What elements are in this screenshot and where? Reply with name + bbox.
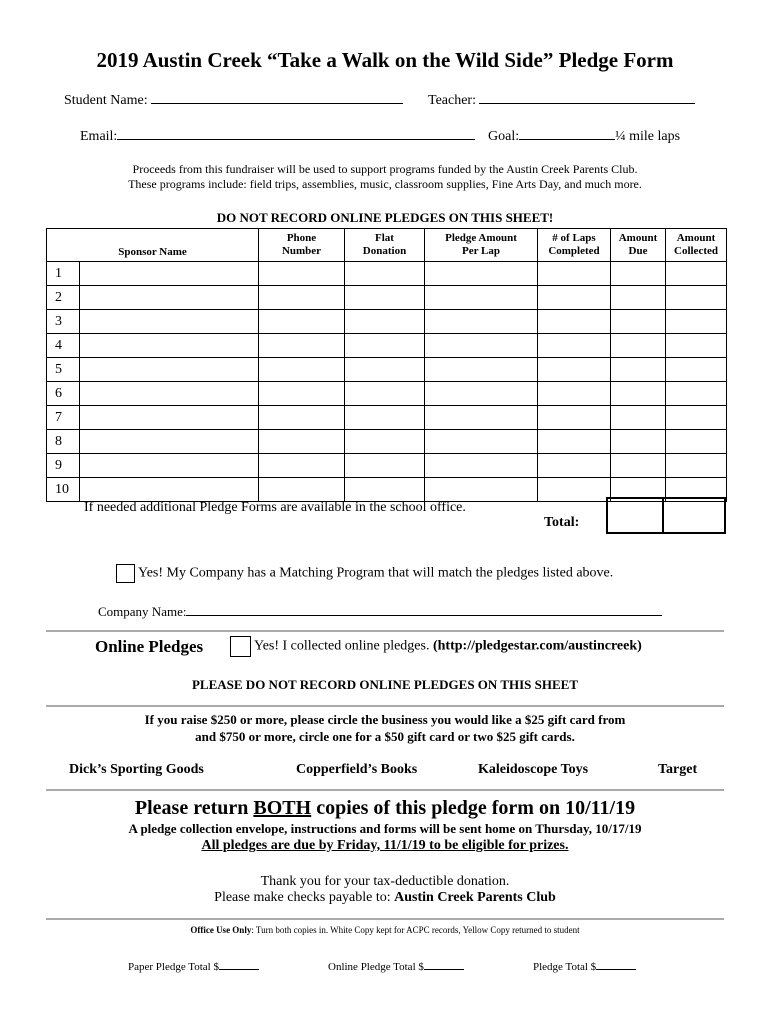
sponsor-name-cell[interactable] [80,358,259,382]
flat-donation-cell[interactable] [345,454,425,478]
laps-completed-cell[interactable] [538,286,611,310]
row-number: 2 [47,286,80,310]
company-name-field[interactable] [98,602,662,620]
phone-number-cell[interactable] [259,406,345,430]
amount-due-cell[interactable] [611,382,666,406]
online-pledges-checkbox[interactable] [230,636,251,657]
sponsor-name-cell[interactable] [80,382,259,406]
flat-donation-cell[interactable] [345,262,425,286]
divider [46,705,724,707]
table-row [47,430,727,454]
sponsor-name-cell[interactable] [80,262,259,286]
phone-number-cell[interactable] [259,262,345,286]
paper-pledge-total-field[interactable]: Paper Pledge Total $ [128,959,259,973]
goal-label: Goal: [488,129,520,144]
student-name-label: Student Name: [64,93,148,108]
amount-due-cell[interactable] [611,358,666,382]
pledge-per-lap-cell[interactable] [425,310,538,334]
additional-forms-note: If needed additional Pledge Forms are available in the school office. [84,500,466,515]
phone-number-cell[interactable] [259,334,345,358]
store-copperfields-books[interactable]: Copperfield’s Books [296,762,418,777]
gift-card-line-1: If you raise $250 or more, please circle the business you would like a $25 gift card from [144,712,626,727]
pledge-per-lap-cell[interactable] [425,454,538,478]
amount-collected-cell[interactable] [666,454,727,478]
flat-donation-cell[interactable] [345,310,425,334]
pledge-per-lap-cell[interactable] [425,406,538,430]
goal-line[interactable] [519,126,615,140]
student-name-line[interactable] [151,90,403,104]
matching-program-checkbox[interactable] [116,564,135,583]
flat-donation-cell[interactable] [345,478,425,502]
sponsor-name-cell[interactable] [80,430,259,454]
office-use-note: Office Use Only: Turn both copies in. White Copy kept for ACPC records, Yellow Copy returned to student [190,925,580,935]
flat-donation-cell[interactable] [345,430,425,454]
table-heading: DO NOT RECORD ONLINE PLEDGES ON THIS SHEET! [216,210,554,225]
online-pledge-total-field[interactable]: Online Pledge Total $ [328,959,464,973]
col-phone-number: Phone Number [259,229,345,262]
teacher-label: Teacher: [428,93,476,108]
laps-completed-cell[interactable] [538,382,611,406]
phone-number-cell[interactable] [259,286,345,310]
store-target[interactable]: Target [658,762,698,777]
amount-collected-cell[interactable] [666,358,727,382]
amount-due-cell[interactable] [611,454,666,478]
goal-unit: ¼ mile laps [615,129,681,144]
col-amount-due: Amount Due [611,229,666,262]
online-pledges-heading: Online Pledges [95,637,204,656]
row-number: 1 [47,262,80,286]
company-name-label: Company Name: [98,604,187,619]
table-row [47,310,727,334]
laps-completed-cell[interactable] [538,478,611,502]
pledge-total-field[interactable]: Pledge Total $ [533,959,636,973]
table-row [47,454,727,478]
total-amount-collected-box[interactable] [662,497,726,534]
online-pledges-label: Yes! I collected online pledges. [253,638,430,654]
pledge-per-lap-cell[interactable] [425,358,538,382]
pledge-per-lap-cell[interactable] [425,262,538,286]
flat-donation-cell[interactable] [345,358,425,382]
flat-donation-cell[interactable] [345,286,425,310]
laps-completed-cell[interactable] [538,262,611,286]
laps-completed-cell[interactable] [538,406,611,430]
phone-number-cell[interactable] [259,310,345,334]
amount-collected-cell[interactable] [666,286,727,310]
col-flat-donation: Flat Donation [345,229,425,262]
row-number: 4 [47,334,80,358]
email-field[interactable] [80,126,475,145]
pledge-per-lap-cell[interactable] [425,478,538,502]
table-row [47,262,727,286]
email-line[interactable] [117,126,475,140]
pledgestar-link[interactable]: (http://pledgestar.com/austincreek) [432,638,642,654]
flat-donation-cell[interactable] [345,406,425,430]
online-warning: PLEASE DO NOT RECORD ONLINE PLEDGES ON THIS SHEET [191,677,578,692]
amount-collected-cell[interactable] [666,430,727,454]
checks-payable-line: Please make checks payable to: Austin Creek Parents Club [214,890,556,905]
amount-collected-cell[interactable] [666,310,727,334]
table-header-row [47,229,727,262]
col-pledge-per-lap: Pledge Amount Per Lap [425,229,538,262]
gift-card-line-2: and $750 or more, circle one for a $50 gift card or two $25 gift cards. [195,729,575,744]
company-name-line[interactable] [186,602,662,616]
proceeds-line-2: These programs include: field trips, assemblies, music, classroom supplies, Fine Arts Day, and much more. [128,177,642,191]
row-number: 6 [47,382,80,406]
col-amount-collected: Amount Collected [666,229,727,262]
table-row [47,286,727,310]
table-row [47,334,727,358]
amount-due-cell[interactable] [611,334,666,358]
amount-due-cell[interactable] [611,310,666,334]
store-dicks-sporting-goods[interactable]: Dick’s Sporting Goods [69,762,204,777]
phone-number-cell[interactable] [259,358,345,382]
divider [46,789,724,791]
sponsor-name-cell[interactable] [80,310,259,334]
laps-completed-cell[interactable] [538,310,611,334]
return-heading: Please return BOTH copies of this pledge form on 10/11/19 [134,797,636,819]
row-number: 10 [47,478,80,502]
amount-due-cell[interactable] [611,430,666,454]
online-pledges-row[interactable] [230,636,642,657]
total-label: Total: [544,515,580,530]
sponsor-name-cell[interactable] [80,334,259,358]
amount-collected-cell[interactable] [666,406,727,430]
total-amount-due-box[interactable] [606,497,664,534]
store-kaleidoscope-toys[interactable]: Kaleidoscope Toys [478,762,589,777]
row-number: 9 [47,454,80,478]
table-row [47,382,727,406]
phone-number-cell[interactable] [259,430,345,454]
table-row [47,358,727,382]
laps-completed-cell[interactable] [538,454,611,478]
amount-collected-cell[interactable] [666,382,727,406]
pledge-table [46,228,727,502]
pledge-due-note: All pledges are due by Friday, 11/1/19 to be eligible for prizes. [201,838,569,853]
laps-completed-cell[interactable] [538,430,611,454]
sponsor-name-cell[interactable] [80,478,259,502]
pledge-per-lap-cell[interactable] [425,382,538,406]
amount-due-cell[interactable] [611,406,666,430]
divider [46,918,724,920]
goal-field[interactable] [488,126,680,145]
pledge-per-lap-cell[interactable] [425,334,538,358]
col-sponsor-name: Sponsor Name [47,229,259,262]
laps-completed-cell[interactable] [538,358,611,382]
teacher-line[interactable] [479,90,695,104]
flat-donation-cell[interactable] [345,334,425,358]
phone-number-cell[interactable] [259,454,345,478]
row-number: 3 [47,310,80,334]
col-laps-completed: # of Laps Completed [538,229,611,262]
sponsor-name-cell[interactable] [80,454,259,478]
sponsor-name-cell[interactable] [80,286,259,310]
row-number: 7 [47,406,80,430]
flat-donation-cell[interactable] [345,382,425,406]
phone-number-cell[interactable] [259,382,345,406]
amount-due-cell[interactable] [611,262,666,286]
divider [46,630,724,632]
thanks-line: Thank you for your tax-deductible donation. [260,874,510,889]
proceeds-line-1: Proceeds from this fundraiser will be used to support programs funded by the Austin Creek Parents Club. [132,162,638,176]
row-number: 5 [47,358,80,382]
amount-collected-cell[interactable] [666,334,727,358]
matching-program-label: Yes! My Company has a Matching Program that will match the pledges listed above. [137,565,614,581]
amount-due-cell[interactable] [611,286,666,310]
row-number: 8 [47,430,80,454]
pledge-per-lap-cell[interactable] [425,430,538,454]
student-name-field[interactable] [64,90,403,109]
table-row [47,406,727,430]
pledge-per-lap-cell[interactable] [425,286,538,310]
teacher-field[interactable] [428,90,695,109]
phone-number-cell[interactable] [259,478,345,502]
email-label: Email: [80,129,118,144]
envelope-note: A pledge collection envelope, instructions and forms will be sent home on Thursday, 10/17/19 [128,821,642,836]
matching-program-row[interactable] [116,564,613,583]
sponsor-name-cell[interactable] [80,406,259,430]
laps-completed-cell[interactable] [538,334,611,358]
amount-collected-cell[interactable] [666,262,727,286]
page-title: 2019 Austin Creek “Take a Walk on the Wild Side” Pledge Form [96,48,674,72]
